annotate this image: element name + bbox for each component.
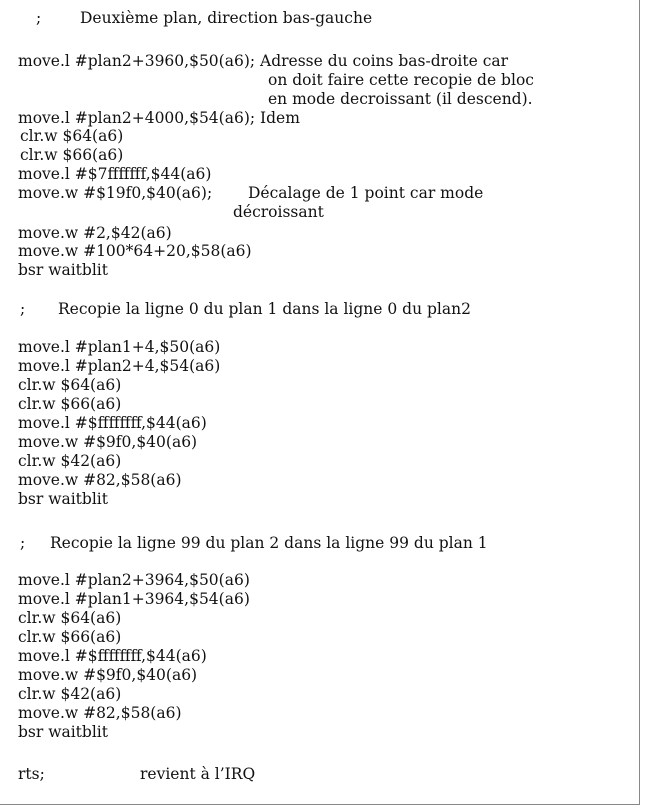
code-line: move.l #$ffffffff,$44(a6) [18,414,207,432]
code-line: move.w #82,$58(a6) [18,704,182,722]
code-line: en mode decroissant (il descend). [268,90,533,108]
code-line: clr.w $64(a6) [18,609,122,627]
code-line: Deuxième plan, direction bas-gauche [80,9,373,27]
code-line: on doit faire cette recopie de bloc [268,71,534,89]
code-line: clr.w $64(a6) [20,127,124,145]
code-line: move.w #100*64+20,$58(a6) [18,242,252,260]
code-line: move.l #plan1+4,$50(a6) [18,338,221,356]
code-line: rts; [18,765,45,783]
code-line: move.l #$ffffffff,$44(a6) [18,647,207,665]
code-line: move.w #82,$58(a6) [18,471,182,489]
code-line: décroissant [233,203,324,221]
code-line: move.w #$19f0,$40(a6); [18,184,213,202]
code-line: bsr waitblit [18,723,108,741]
code-line: clr.w $64(a6) [18,376,122,394]
code-line: move.l #$7fffffff,$44(a6) [18,165,212,183]
code-line: move.w #2,$42(a6) [18,224,172,242]
code-line: move.l #plan1+3964,$54(a6) [18,590,250,608]
code-line: Recopie la ligne 99 du plan 2 dans la ligne 99 du plan 1 [50,534,488,552]
code-line: move.l #plan2+4,$54(a6) [18,357,221,375]
code-line: ; [20,300,26,318]
code-line: Décalage de 1 point car mode [248,184,484,202]
code-line: move.w #$9f0,$40(a6) [18,433,198,451]
code-line: ; [36,9,42,27]
code-line: revient à l’IRQ [140,765,256,783]
code-line: move.l #plan2+4000,$54(a6); Idem [18,109,300,127]
code-line: move.w #$9f0,$40(a6) [18,666,198,684]
code-line: clr.w $66(a6) [20,146,124,164]
code-line: ; [20,534,26,552]
code-line: clr.w $42(a6) [18,685,122,703]
code-line: clr.w $66(a6) [18,628,122,646]
code-line: move.l #plan2+3964,$50(a6) [18,571,250,589]
code-line: clr.w $66(a6) [18,395,122,413]
code-line: clr.w $42(a6) [18,452,122,470]
code-line: bsr waitblit [18,490,108,508]
code-line: Recopie la ligne 0 du plan 1 dans la ligne 0 du plan2 [58,300,471,318]
code-line: move.l #plan2+3960,$50(a6); Adresse du coins bas-droite car [18,52,509,70]
code-line: bsr waitblit [18,261,108,279]
